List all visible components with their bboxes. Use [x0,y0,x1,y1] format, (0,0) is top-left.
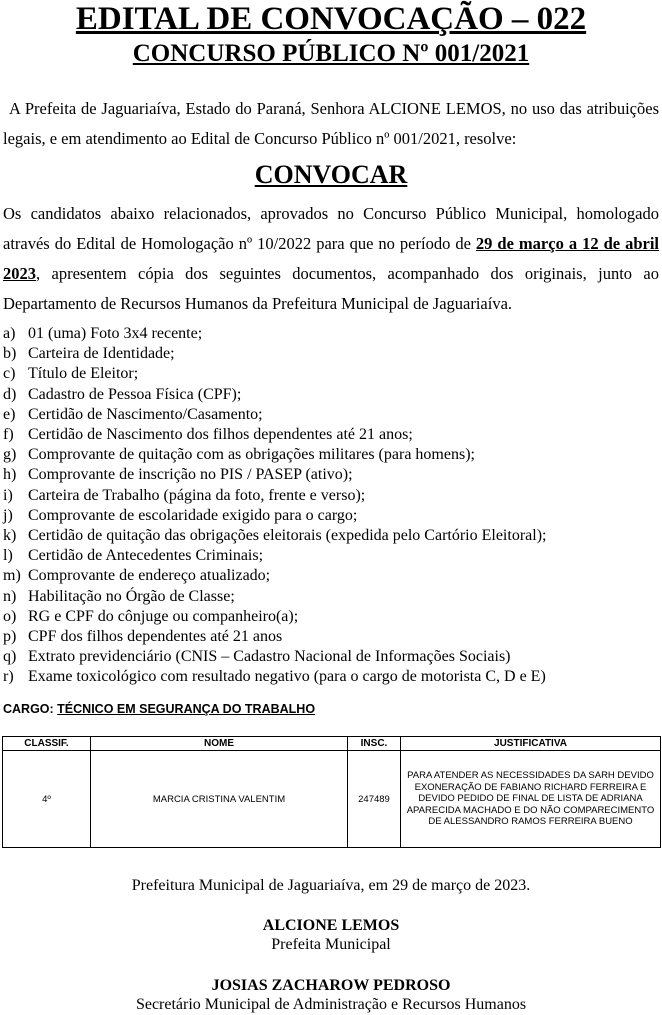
item-letter: d) [3,385,17,403]
list-item [3,566,659,586]
item-letter: q) [3,648,17,666]
list-item [3,607,659,627]
list-item [3,546,659,566]
item-letter: k) [3,527,17,545]
item-text: Extrato previdenciário (CNIS – Cadastro Nacional de Informações Sociais) [28,648,511,666]
list-item [3,405,659,425]
header-justificativa: JUSTIFICATIVA [401,737,661,751]
list-item [3,667,659,687]
signer1-name: ALCIONE LEMOS [262,917,400,934]
cell-classif: 4º [3,751,91,848]
item-letter: g) [3,446,17,464]
item-letter: a) [3,325,16,342]
item-text: Exame toxicológico com resultado negativo (para o cargo de motorista C, D e E) [28,668,546,686]
item-text: Certidão de quitação das obrigações eleitorais (expedida pelo Cartório Eleitoral); [28,527,547,545]
item-letter: r) [3,668,14,686]
item-text: Comprovante de inscrição no PIS / PASEP (ativo); [28,466,353,484]
table-header-row [3,737,661,751]
item-letter: j) [3,506,13,524]
item-text: Cadastro de Pessoa Física (CPF); [28,385,242,403]
date-line: Prefeitura Municipal de Jaguariaíva, em 29 de março de 2023. [131,877,531,894]
document-title: EDITAL DE CONVOCAÇÃO – 022 [75,1,587,37]
header-insc: INSC. [348,737,401,751]
item-text: Carteira de Identidade; [28,345,175,363]
list-item [3,587,659,607]
list-item [3,385,659,405]
documents-list [3,324,659,688]
cell-justificativa: PARA ATENDER AS NECESSIDADES DA SARH DEVIDO EXONERAÇÃO DE FABIANO RICHARD FERREIRA E DEVIDO PEDIDO DE FINAL DE LISTA DE ADRIANA APARECIDA MACHADO E DO NÃO COMPARECIMENTO DE ALESSANDRO RAMOS FERREIRA BUENO [401,751,661,848]
cargo-line [3,702,315,716]
list-item [3,425,659,445]
cell-nome: MARCIA CRISTINA VALENTIM [91,751,348,848]
item-letter: l) [3,547,13,565]
list-item [3,486,659,506]
list-item [3,364,659,384]
header-classif: CLASSIF. [3,737,91,751]
item-text: Carteira de Trabalho (página da foto, frente e verso); [28,486,366,504]
item-text: 01 (uma) Foto 3x4 recente; [28,325,203,342]
item-text: Certidão de Nascimento/Casamento; [28,405,263,423]
action-heading: CONVOCAR [254,160,408,189]
body-text-part1: Os candidatos abaixo relacionados, aprovados no Concurso Público Municipal, homologado através do Edital de Homologação nº 10/2022 para que no período de [3,204,659,253]
item-letter: p) [3,628,17,646]
header-nome: NOME [91,737,348,751]
item-text: CPF dos filhos dependentes até 21 anos [28,628,283,646]
document-subtitle: CONCURSO PÚBLICO Nº 001/2021 [132,40,530,67]
item-text: Certidão de Nascimento dos filhos dependentes até 21 anos; [28,426,413,444]
item-text: Certidão de Antecedentes Criminais; [28,547,264,565]
signer2-role: Secretário Municipal de Administração e Recursos Humanos [135,996,527,1013]
item-text: Habilitação no Órgão de Classe; [28,587,235,605]
item-letter: e) [3,405,16,423]
item-text: Comprovante de endereço atualizado; [28,567,271,585]
list-item [3,647,659,667]
list-item [3,445,659,465]
cargo-label: CARGO: [3,702,58,716]
intro-paragraph: A Prefeita de Jaguariaíva, Estado do Paraná, Senhora ALCIONE LEMOS, no uso das atribuições legais, e em atendimento ao Edital de Concurso Público nº 001/2021, resolve: [3,99,659,148]
item-letter: m) [3,567,21,585]
item-text: Título de Eleitor; [28,365,139,383]
cargo-value: TÉCNICO EM SEGURANÇA DO TRABALHO [57,702,316,716]
table-row [3,751,661,848]
signer1-role: Prefeita Municipal [271,936,391,953]
item-letter: h) [3,466,17,484]
candidates-table [2,736,661,848]
item-letter: i) [3,486,13,504]
item-letter: o) [3,607,17,625]
list-item [3,344,659,364]
item-text: Comprovante de quitação com as obrigações militares (para homens); [28,446,475,464]
convocation-period: 29 de março a 12 de abril 2023 [3,234,659,283]
item-letter: c) [3,365,16,383]
item-letter: b) [3,345,17,363]
item-letter: n) [3,587,17,605]
signer2-name: JOSIAS ZACHAROW PEDROSO [211,977,451,994]
list-item [3,506,659,526]
list-item [3,324,659,344]
list-item [3,465,659,485]
item-text: RG e CPF do cônjuge ou companheiro(a); [28,607,299,625]
body-paragraph [3,199,659,319]
list-item [3,526,659,546]
cell-insc: 247489 [348,751,401,848]
body-text-part2: , apresentem cópia dos seguintes documentos, acompanhado dos originais, junto ao Departamento de Recursos Humanos da Prefeitura Municipal de Jaguariaíva. [3,264,659,313]
item-letter: f) [3,426,14,444]
item-text: Comprovante de escolaridade exigido para o cargo; [28,506,358,524]
list-item [3,627,659,647]
